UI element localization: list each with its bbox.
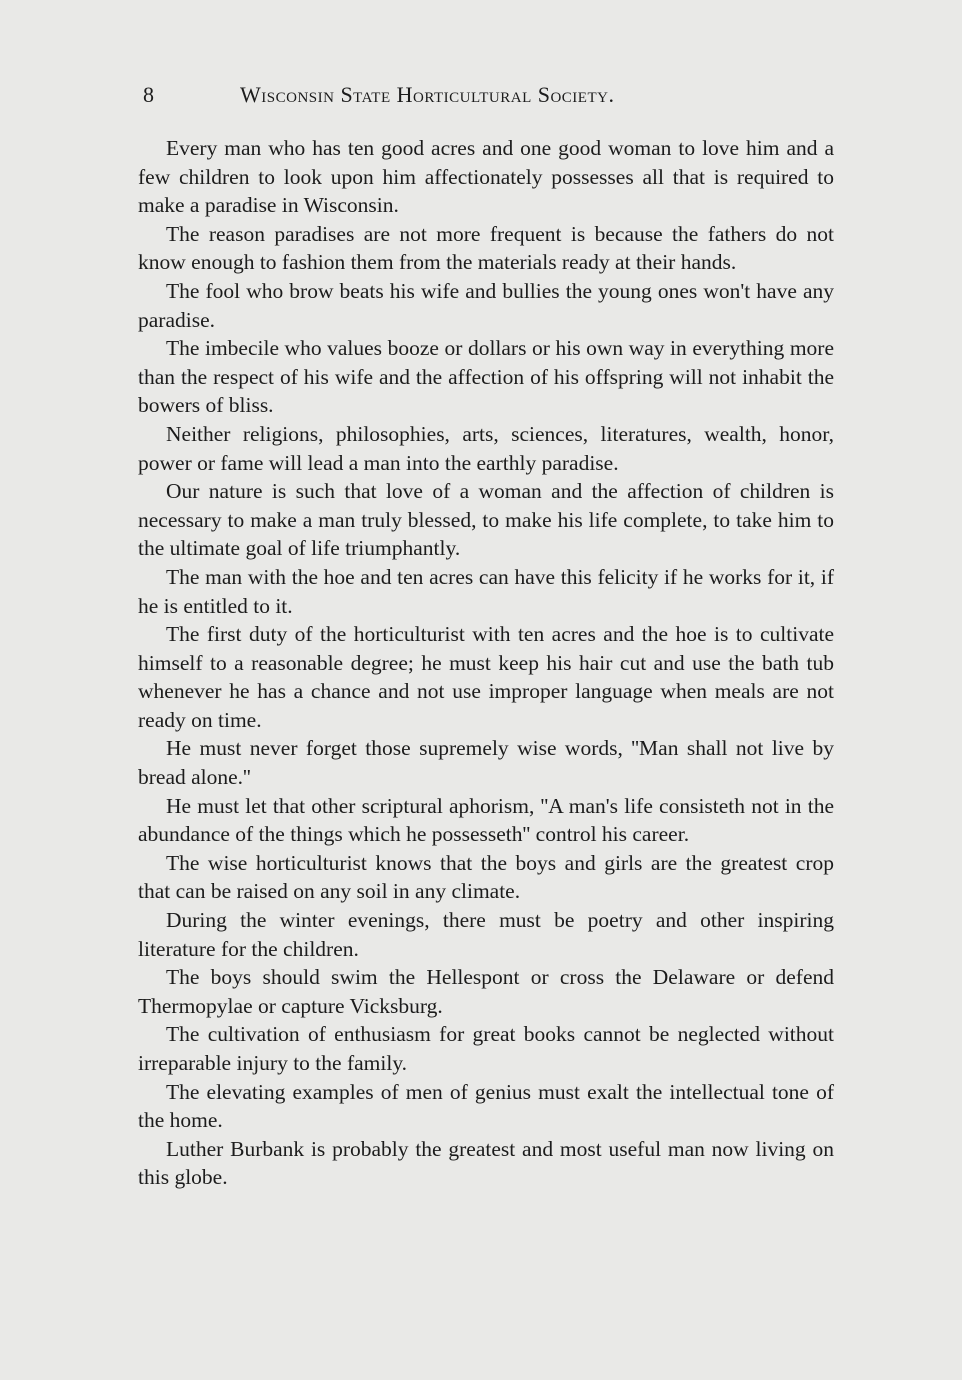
running-head: Wisconsin State Horticultural Society.	[240, 82, 615, 107]
paragraph: The boys should swim the Hellespont or cross the Delaware or defend Thermopylae or capture Vicksburg.	[138, 965, 834, 1018]
paragraph: Luther Burbank is probably the greatest and most useful man now living on this globe.	[138, 1136, 834, 1190]
page-number: 8	[143, 82, 155, 107]
paragraph: Neither religions, philosophies, arts, sciences, literatures, wealth, honor, power or fame will lead a man into the earthly paradise.	[138, 421, 834, 475]
body-text	[138, 134, 834, 1192]
page-header	[143, 82, 783, 118]
paragraph: The imbecile who values booze or dollars or his own way in everything more than the respect of his wife and the affection of his offspring will not inhabit the bowers of bliss.	[138, 336, 834, 418]
paragraph: The cultivation of enthusiasm for great books cannot be neglected without irreparable injury to the family.	[138, 1022, 834, 1075]
paragraph: The wise horticulturist knows that the boys and girls are the greatest crop that can be raised on any soil in any climate.	[138, 850, 834, 904]
paragraph: The fool who brow beats his wife and bullies the young ones won't have any paradise.	[138, 278, 834, 332]
paragraph: The elevating examples of men of genius must exalt the intellectual tone of the home.	[138, 1079, 834, 1133]
paragraph: The man with the hoe and ten acres can have this felicity if he works for it, if he is entitled to it.	[138, 564, 834, 618]
paragraph: Every man who has ten good acres and one good woman to love him and a few children to look upon him affectionately possesses all that is required to make a paradise in Wisconsin.	[138, 136, 834, 218]
paragraph: He must let that other scriptural aphorism, ''A man's life consisteth not in the abundance of the things which he possesseth'' control his career.	[138, 793, 834, 847]
paragraph: During the winter evenings, there must be poetry and other inspiring literature for the children.	[138, 908, 834, 961]
paragraph: The reason paradises are not more frequent is because the fathers do not know enough to fashion them from the materials ready at their hands.	[138, 221, 834, 275]
paragraph: Our nature is such that love of a woman and the affection of children is necessary to make a man truly blessed, to make his life complete, to take him to the ultimate goal of life triumphantly.	[138, 479, 834, 561]
paragraph: He must never forget those supremely wise words, ''Man shall not live by bread alone.''	[138, 736, 834, 790]
paragraph: The first duty of the horticulturist with ten acres and the hoe is to cultivate himself to a reasonable degree; he must keep his hair cut and use the bath tub whenever he has a chance and not use improper language when meals are not ready on time.	[138, 622, 834, 732]
